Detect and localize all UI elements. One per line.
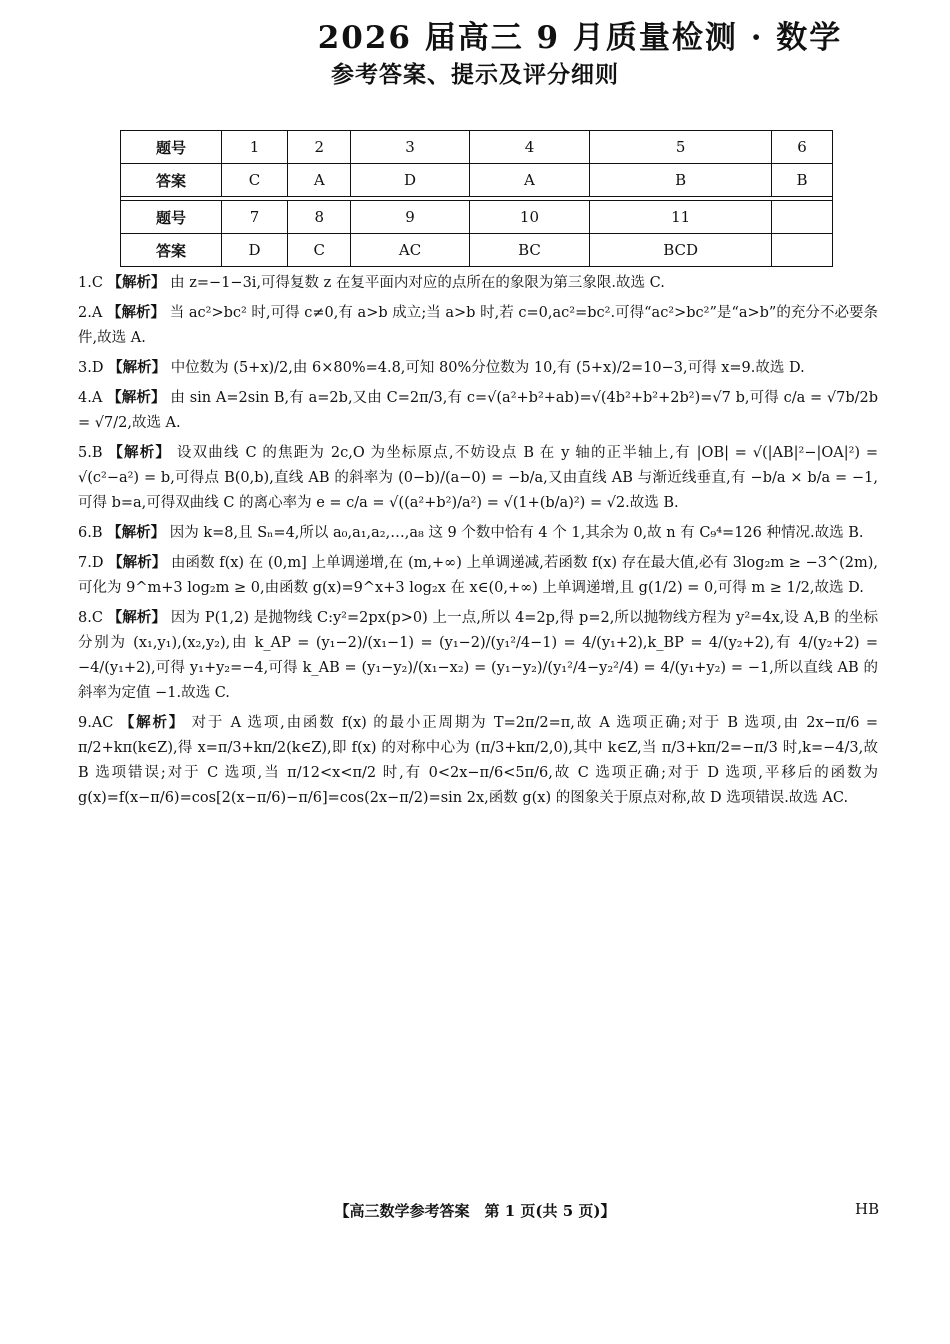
solution-item bbox=[78, 270, 878, 296]
solutions-section bbox=[78, 270, 878, 815]
solution-number: 6.B bbox=[78, 525, 103, 541]
answer-cell: BCD bbox=[590, 234, 772, 267]
solution-number: 4.A bbox=[78, 390, 103, 406]
solution-tag: 【解析】 bbox=[119, 714, 186, 731]
solution-text: 因为 k=8,且 Sₙ=4,所以 a₀,a₁,a₂,…,a₈ 这 9 个数中恰有 4 个 1,其余为 0,故 n 有 C₉⁴=126 种情况.故选 B. bbox=[169, 525, 864, 541]
answer-cell: B bbox=[771, 164, 832, 197]
question-cell: 11 bbox=[590, 201, 772, 234]
answer-cell: D bbox=[222, 234, 288, 267]
solution-text: 对于 A 选项,由函数 f(x) 的最小正周期为 T=2π/2=π,故 A 选项正确;对于 B 选项,由 2x−π/6 = π/2+kπ(k∈Z),得 x=π/3+kπ/2(k∈Z),即 f(x) 的对称中心为 (π/3+kπ/2,0),其中 k∈Z,当 π/3+kπ/2=−π/3 时,k=−4/3,故 B 选项错误;对于 C 选项,当 π/12<x<π/2 时,有 0<2x−π/6<5π/6,故 C 选项正确;对于 D 选项,平移后的函数为 g(x)=f(x−π/6)=cos[2(x−π/6)−π/6]=cos(2x−π/2)=sin 2x,函数 g(x) 的图象关于原点对称,故 D 选项错误.故选 AC. bbox=[78, 715, 879, 806]
document-title: 2026 届高三 9 月质量检测 · 数学 bbox=[317, 20, 843, 56]
solution-text: 由 sin A=2sin B,有 a=2b,又由 C=2π/3,有 c=√(a²+b²+ab)=√(4b²+b²+2b²)=√7 b,可得 c/a = √7b/2b = √7/2,故选 A. bbox=[78, 390, 879, 431]
answer-header: 答案 bbox=[121, 164, 222, 197]
solution-text: 由 z=−1−3i,可得复数 z 在复平面内对应的点所在的象限为第三象限.故选 C. bbox=[170, 275, 665, 291]
answer-cell: C bbox=[288, 234, 351, 267]
solution-number: 1.C bbox=[78, 275, 103, 291]
question-cell: 3 bbox=[351, 131, 469, 164]
solution-item bbox=[78, 300, 878, 351]
solution-item bbox=[78, 520, 878, 546]
solution-item bbox=[78, 385, 878, 436]
question-cell: 5 bbox=[590, 131, 772, 164]
solution-tag: 【解析】 bbox=[108, 444, 172, 461]
document-subtitle: 参考答案、提示及评分细则 bbox=[331, 61, 619, 88]
answer-cell: BC bbox=[469, 234, 590, 267]
solution-text: 因为 P(1,2) 是抛物线 C:y²=2px(p>0) 上一点,所以 4=2p,得 p=2,所以抛物线方程为 y²=4x,设 A,B 的坐标分别为 (x₁,y₁),(x₂,y₂),由 k_AP = (y₁−2)/(x₁−1) = (y₁−2)/(y₁²/4−1) = 4/(y₁+2),k_BP = 4/(y₂+2),有 4/(y₂+2) = −4/(y₁+2),可得 y₁+y₂=−4,可得 k_AB = (y₁−y₂)/(x₁−x₂) = (y₁−y₂)/(y₁²/4−y₂²/4) = 4/(y₁+y₂) = −1,所以直线 AB 的斜率为定值 −1.故选 C. bbox=[78, 610, 879, 701]
footer-page-info: 【高三数学参考答案 第 1 页(共 5 页)】 bbox=[334, 1202, 616, 1220]
solution-number: 7.D bbox=[78, 555, 104, 571]
solution-text: 当 ac²>bc² 时,可得 c≠0,有 a>b 成立;当 a>b 时,若 c=0,ac²=bc².可得“ac²>bc²”是“a>b”的充分不必要条件,故选 A. bbox=[78, 305, 879, 346]
answer-cell: A bbox=[288, 164, 351, 197]
solution-number: 3.D bbox=[78, 360, 104, 376]
table-row bbox=[121, 131, 833, 164]
answer-header: 答案 bbox=[121, 234, 222, 267]
solution-item bbox=[78, 355, 878, 381]
solution-item bbox=[78, 605, 878, 706]
table-row bbox=[121, 234, 833, 267]
solution-tag: 【解析】 bbox=[107, 609, 167, 626]
solution-item bbox=[78, 710, 878, 811]
question-cell: 1 bbox=[222, 131, 288, 164]
solution-number: 5.B bbox=[78, 445, 103, 461]
solution-text: 由函数 f(x) 在 (0,m] 上单调递增,在 (m,+∞) 上单调递减,若函数 f(x) 存在最大值,必有 3log₂m ≥ −3^(2m),可化为 9^m+3 log₂m ≥ 0,由函数 g(x)=9^x+3 log₂x 在 x∈(0,+∞) 上单调递增,且 g(1/2) = 0,可得 m ≥ 1/2,故选 D. bbox=[78, 555, 879, 596]
answer-cell bbox=[771, 234, 832, 267]
solution-tag: 【解析】 bbox=[108, 359, 167, 376]
table-row bbox=[121, 201, 833, 234]
answer-cell: AC bbox=[351, 234, 469, 267]
footer-code: HB bbox=[855, 1200, 880, 1218]
answer-cell: C bbox=[222, 164, 288, 197]
answer-table bbox=[120, 130, 833, 267]
answer-cell: B bbox=[590, 164, 772, 197]
question-cell: 7 bbox=[222, 201, 288, 234]
question-cell: 4 bbox=[469, 131, 590, 164]
solution-tag: 【解析】 bbox=[107, 274, 166, 291]
question-cell: 10 bbox=[469, 201, 590, 234]
answer-cell: D bbox=[351, 164, 469, 197]
solution-text: 设双曲线 C 的焦距为 2c,O 为坐标原点,不妨设点 B 在 y 轴的正半轴上,有 |OB| = √(|AB|²−|OA|²) = √(c²−a²) = b,可得点 B(0,b),直线 AB 的斜率为 (0−b)/(a−0) = −b/a,又由直线 AB 与渐近线垂直,有 −b/a × b/a = −1,可得 b=a,可得双曲线 C 的离心率为 e = c/a = √((a²+b²)/a²) = √(1+(b/a)²) = √2.故选 B. bbox=[78, 445, 879, 511]
question-cell: 6 bbox=[771, 131, 832, 164]
question-cell: 8 bbox=[288, 201, 351, 234]
solution-item bbox=[78, 550, 878, 601]
question-header: 题号 bbox=[121, 131, 222, 164]
question-cell bbox=[771, 201, 832, 234]
solution-tag: 【解析】 bbox=[108, 554, 167, 571]
solution-tag: 【解析】 bbox=[107, 524, 166, 541]
answer-cell: A bbox=[469, 164, 590, 197]
solution-number: 2.A bbox=[78, 305, 103, 321]
solution-tag: 【解析】 bbox=[106, 304, 166, 321]
question-cell: 2 bbox=[288, 131, 351, 164]
question-header: 题号 bbox=[121, 201, 222, 234]
solution-item bbox=[78, 440, 878, 516]
solution-text: 中位数为 (5+x)/2,由 6×80%=4.8,可知 80%分位数为 10,有 (5+x)/2=10−3,可得 x=9.故选 D. bbox=[170, 360, 805, 376]
table-row bbox=[121, 164, 833, 197]
question-cell: 9 bbox=[351, 201, 469, 234]
solution-number: 8.C bbox=[78, 610, 103, 626]
solution-number: 9.AC bbox=[78, 715, 114, 731]
solution-tag: 【解析】 bbox=[107, 389, 166, 406]
